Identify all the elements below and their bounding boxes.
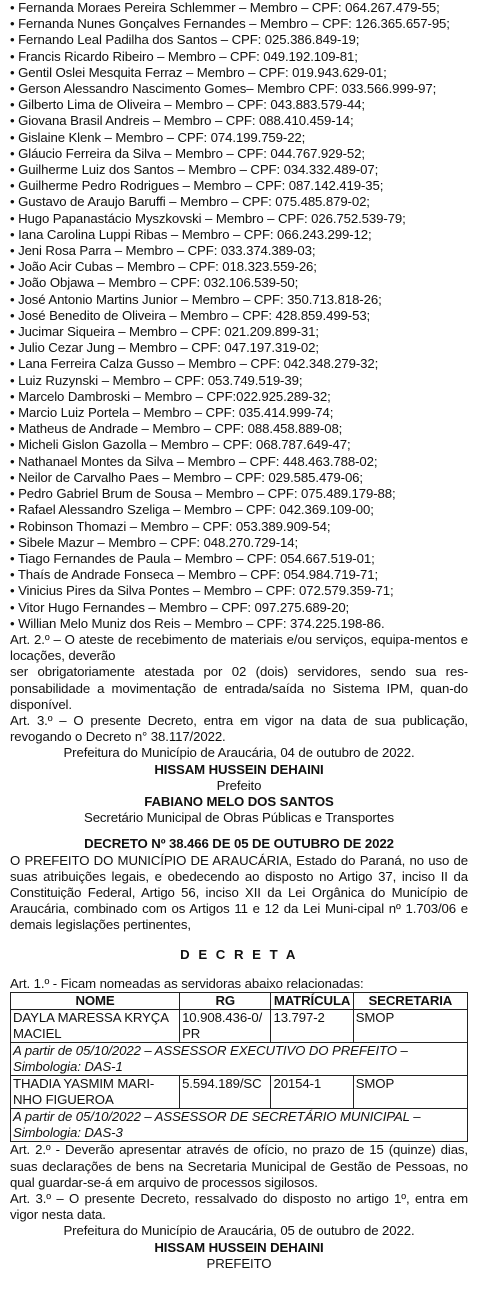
column-header-secretaria: SECRETARIA bbox=[353, 993, 467, 1010]
decree1-signer1-name: HISSAM HUSSEIN DEHAINI bbox=[154, 761, 324, 777]
cell-note: A partir de 05/10/2022 – ASSESSOR DE SECRETÁRIO MUNICIPAL – Simbologia: DAS-3 bbox=[11, 1109, 468, 1142]
table-row bbox=[11, 1076, 468, 1109]
decree2-art1: Art. 1.º - Ficam nomeadas as servidoras abaixo relacionadas: bbox=[10, 976, 364, 992]
cell-matricula: 20154-1 bbox=[271, 1076, 353, 1109]
decree1-art2-line2: ser obrigatoriamente atestada por 02 (dois) servidores, sendo sua res-ponsabilidade a movimentação de entrada/saída no Sistema IPM, quan-do disponível. bbox=[10, 664, 468, 712]
cell-nome: THADIA YASMIM MARI-NHO FIGUEROA bbox=[11, 1076, 180, 1109]
list-item: • Matheus de Andrade – Membro – CPF: 088.458.889-08; bbox=[10, 421, 343, 437]
member-list bbox=[10, 0, 468, 632]
list-item: • Thaís de Andrade Fonseca – Membro – CPF: 054.984.719-71; bbox=[10, 567, 379, 583]
list-item: • Micheli Gislon Gazolla – Membro – CPF: 068.787.649-47; bbox=[10, 437, 351, 453]
decree1-signer2-role: Secretário Municipal de Obras Públicas e Transportes bbox=[84, 810, 394, 826]
list-item: • Nathanael Montes da Silva – Membro – CPF: 448.463.788-02; bbox=[10, 453, 378, 469]
list-item: • Julio Cezar Jung – Membro – CPF: 047.197.319-02; bbox=[10, 340, 319, 356]
list-item: • Fernanda Moraes Pereira Schlemmer – Membro – CPF: 064.267.479-55; bbox=[10, 0, 440, 15]
list-item: • João Objawa – Membro – CPF: 032.106.539-50; bbox=[10, 275, 299, 291]
decree2-signer-role: PREFEITO bbox=[206, 1255, 272, 1271]
list-item: • Iana Carolina Luppi Ribas – Membro – CPF: 066.243.299-12; bbox=[10, 226, 372, 242]
table-note-row bbox=[11, 1109, 468, 1142]
decree2-art2: Art. 2.º - Deverão apresentar através de ofício, no prazo de 15 (quinze) dias, suas declarações de bens na Secretaria Municipal de Gestão de Pessoas, no qual guardar-se-á em arquivo de processos sigilosos. bbox=[10, 1142, 468, 1190]
decree2-decreta: D E C R E T A bbox=[180, 946, 298, 962]
decree1-place-date: Prefeitura do Município de Araucária, 04 de outubro de 2022. bbox=[63, 745, 415, 761]
decree1-art3: Art. 3.º – O presente Decreto, entra em vigor na data de sua publicação, revogando o Decreto n° 38.117/2022. bbox=[10, 712, 468, 745]
cell-secretaria: SMOP bbox=[353, 1010, 467, 1043]
decree1-art2-line1: Art. 2.º – O ateste de recebimento de materiais e/ou serviços, equipa-mentos e locações, deverão bbox=[10, 631, 468, 664]
list-item: • Pedro Gabriel Brum de Sousa – Membro – CPF: 075.489.179-88; bbox=[10, 486, 396, 502]
cell-note: A partir de 05/10/2022 – ASSESSOR EXECUTIVO DO PREFEITO – Simbologia: DAS-1 bbox=[11, 1043, 468, 1076]
list-item: • Jucimar Siqueira – Membro – CPF: 021.209.899-31; bbox=[10, 324, 319, 340]
list-item: • José Benedito de Oliveira – Membro – CPF: 428.859.499-53; bbox=[10, 307, 371, 323]
column-header-nome: NOME bbox=[11, 993, 180, 1010]
list-item: • Neilor de Carvalho Paes – Membro – CPF: 029.585.479-06; bbox=[10, 469, 363, 485]
decree2-art3: Art. 3.º – O presente Decreto, ressalvado do disposto no artigo 1º, entra em vigor nesta data. bbox=[10, 1190, 468, 1223]
cell-rg: 5.594.189/SC bbox=[180, 1076, 271, 1109]
list-item: • Fernanda Nunes Gonçalves Fernandes – Membro – CPF: 126.365.657-95; bbox=[10, 16, 450, 32]
list-item: • Fernando Leal Padilha dos Santos – CPF: 025.386.849-19; bbox=[10, 32, 360, 48]
list-item: • Guilherme Pedro Rodrigues – Membro – CPF: 087.142.419-35; bbox=[10, 178, 384, 194]
table-row bbox=[11, 1010, 468, 1043]
cell-rg: 10.908.436-0/ PR bbox=[180, 1010, 271, 1043]
list-item: • Luiz Ruzynski – Membro – CPF: 053.749.519-39; bbox=[10, 372, 303, 388]
list-item: • Lana Ferreira Calza Gusso – Membro – CPF: 042.348.279-32; bbox=[10, 356, 379, 372]
decree1-signer1-role: Prefeito bbox=[216, 777, 262, 793]
appointments-table bbox=[10, 992, 468, 1142]
list-item: • Gustavo de Araujo Baruffi – Membro – CPF: 075.485.879-02; bbox=[10, 194, 370, 210]
list-item: • Gentil Oslei Mesquita Ferraz – Membro – CPF: 019.943.629-01; bbox=[10, 64, 387, 80]
list-item: • Gilberto Lima de Oliveira – Membro – CPF: 043.883.579-44; bbox=[10, 97, 365, 113]
list-item: • Sibele Mazur – Membro – CPF: 048.270.729-14; bbox=[10, 534, 299, 550]
column-header-rg: RG bbox=[180, 993, 271, 1010]
list-item: • Gláucio Ferreira da Silva – Membro – CPF: 044.767.929-52; bbox=[10, 145, 365, 161]
cell-matricula: 13.797-2 bbox=[271, 1010, 353, 1043]
decree2-preamble: O PREFEITO DO MUNICÍPIO DE ARAUCÁRIA, Estado do Paraná, no uso de suas atribuições legais, e obedecendo ao disposto no Artigo 37, inciso II da Constituição Federal, Artigo 56, inciso XII da Lei Orgânica do Município de Araucária, combinado com os Artigos 11 e 12 da Lei Muni-cipal nº 1.703/06 e demais legislações pertinentes, bbox=[10, 852, 468, 933]
list-item: • Giovana Brasil Andreis – Membro – CPF: 088.410.459-14; bbox=[10, 113, 354, 129]
table-note-row bbox=[11, 1043, 468, 1076]
list-item: • João Acir Cubas – Membro – CPF: 018.323.559-26; bbox=[10, 259, 317, 275]
decree2-place-date: Prefeitura do Município de Araucária, 05 de outubro de 2022. bbox=[63, 1223, 415, 1239]
decree1-signer2-name: FABIANO MELO DOS SANTOS bbox=[144, 793, 334, 809]
list-item: • Francis Ricardo Ribeiro – Membro – CPF: 049.192.109-81; bbox=[10, 48, 358, 64]
list-item: • Jeni Rosa Parra – Membro – CPF: 033.374.389-03; bbox=[10, 243, 316, 259]
list-item: • Willian Melo Muniz dos Reis – Membro – CPF: 374.225.198-86. bbox=[10, 615, 385, 631]
list-item: • Robinson Thomazi – Membro – CPF: 053.389.909-54; bbox=[10, 518, 331, 534]
section-spacer bbox=[10, 826, 468, 836]
list-item: • Marcio Luiz Portela – Membro – CPF: 035.414.999-74; bbox=[10, 405, 334, 421]
list-item: • Marcelo Dambroski – Membro – CPF:022.925.289-32; bbox=[10, 388, 331, 404]
list-item: • Vitor Hugo Fernandes – Membro – CPF: 097.275.689-20; bbox=[10, 599, 350, 615]
table-header-row bbox=[11, 993, 468, 1010]
list-item: • Vinicius Pires da Silva Pontes – Membro – CPF: 072.579.359-71; bbox=[10, 583, 394, 599]
list-item: • Gerson Alessandro Nascimento Gomes– Membro CPF: 033.566.999-97; bbox=[10, 81, 437, 97]
cell-nome: DAYLA MARESSA KRYÇA MACIEL bbox=[11, 1010, 180, 1043]
list-item: • Gislaine Klenk – Membro – CPF: 074.199.759-22; bbox=[10, 129, 306, 145]
decree2-title: DECRETO Nº 38.466 DE 05 DE OUTUBRO DE 2022 bbox=[84, 836, 394, 852]
decree2-signer-name: HISSAM HUSSEIN DEHAINI bbox=[154, 1239, 324, 1255]
list-item: • Guilherme Luiz dos Santos – Membro – CPF: 034.332.489-07; bbox=[10, 162, 379, 178]
cell-secretaria: SMOP bbox=[353, 1076, 467, 1109]
list-item: • Rafael Alessandro Szeliga – Membro – CPF: 042.369.109-00; bbox=[10, 502, 374, 518]
list-item: • José Antonio Martins Junior – Membro – CPF: 350.713.818-26; bbox=[10, 291, 382, 307]
list-item: • Hugo Papanastácio Myszkovski – Membro – CPF: 026.752.539-79; bbox=[10, 210, 406, 226]
column-header-matricula: MATRÍCULA bbox=[271, 993, 353, 1010]
list-item: • Tiago Fernandes de Paula – Membro – CPF: 054.667.519-01; bbox=[10, 550, 375, 566]
